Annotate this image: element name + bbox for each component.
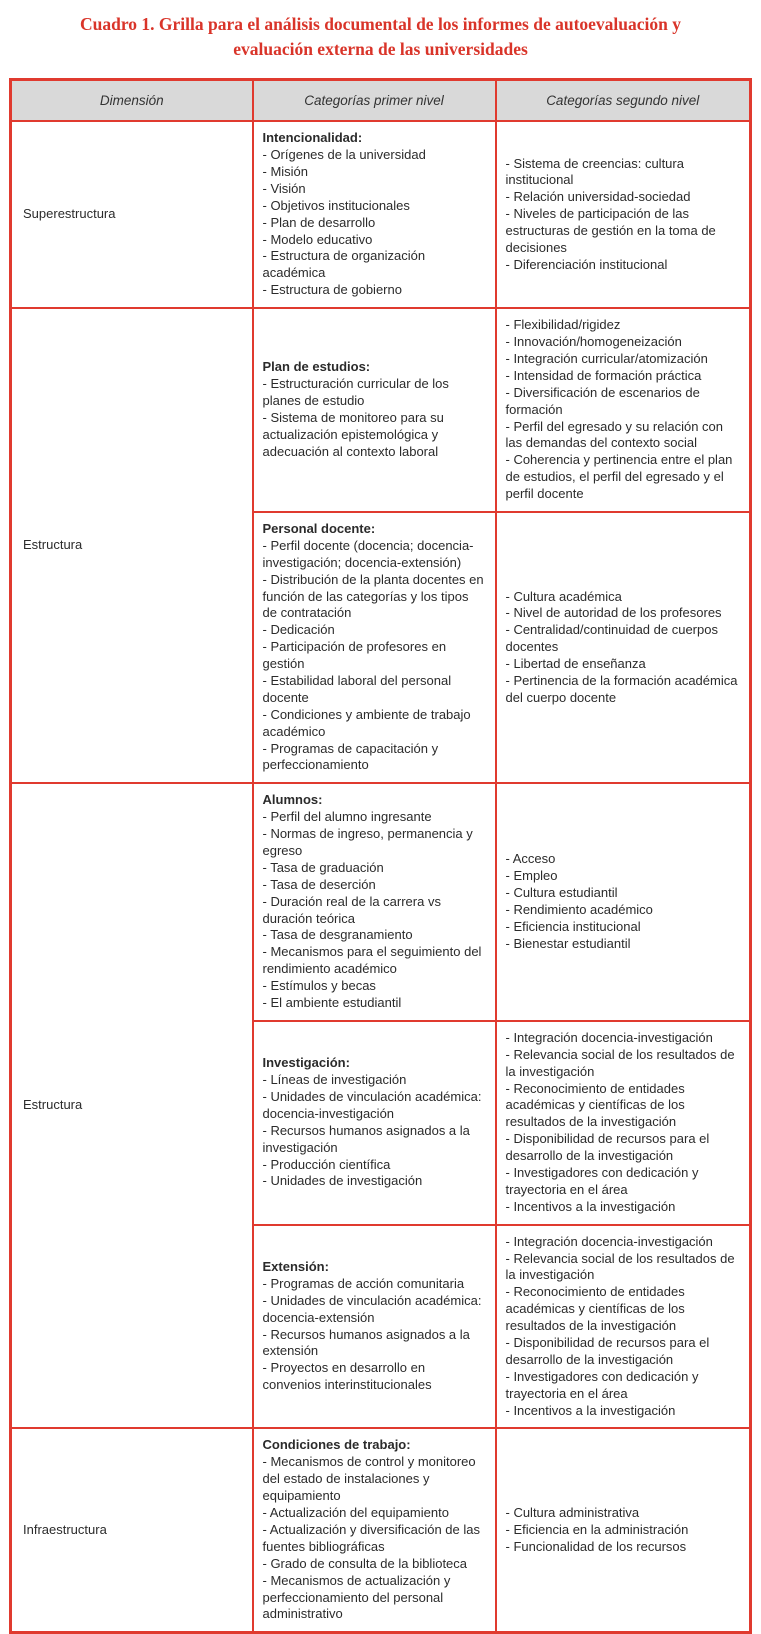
list-item: - Sistema de creencias: cultura institucional (505, 155, 684, 188)
list-item: - Flexibilidad/rigidez (505, 317, 621, 333)
first-level-cell (253, 1021, 496, 1225)
list-item: - Estructura de organización académica (262, 248, 426, 281)
analysis-grid-table (9, 78, 752, 1634)
list-item: - Relevancia social de los resultados de la investigación (505, 1046, 735, 1079)
list-item: - Normas de ingreso, permanencia y egreso (262, 826, 473, 858)
list-item: - Estímulos y becas (262, 978, 376, 994)
second-level-items (506, 589, 742, 707)
list-item: - Tasa de deserción (262, 876, 376, 892)
dimension-cell: Estructura (11, 308, 253, 783)
list-item: - Niveles de participación de las estructuras de gestión en la toma de decisiones (505, 206, 716, 256)
first-level-items (263, 538, 487, 774)
list-item: - Duración real de la carrera vs duración teórica (262, 893, 441, 926)
table-header-row (11, 79, 751, 121)
first-level-title: Alumnos: (262, 792, 323, 808)
list-item: - Perfil del alumno ingresante (262, 809, 432, 825)
list-item: - Unidades de vinculación académica: docencia-extensión (262, 1292, 482, 1325)
list-item: - Recursos humanos asignados a la investigación (262, 1122, 470, 1155)
list-item: - Intensidad de formación práctica (505, 367, 702, 383)
first-level-cell (253, 1428, 496, 1632)
list-item: - Libertad de enseñanza (505, 656, 646, 672)
list-item: - Unidades de vinculación académica: docencia-investigación (262, 1089, 482, 1121)
list-item: - Integración docencia-investigación (505, 1029, 713, 1045)
dimension-cell: Estructura (11, 783, 253, 1428)
first-level-items (263, 1276, 487, 1394)
first-level-title: Intencionalidad: (262, 130, 363, 146)
second-level-items (506, 156, 742, 274)
list-item: - Objetivos institucionales (262, 197, 410, 213)
column-header-second-level: Categorías segundo nivel (496, 79, 751, 121)
list-item: - Disponibilidad de recursos para el desarrollo de la investigación (505, 1131, 710, 1164)
list-item: - Perfil del egresado y su relación con las demandas del contexto social (505, 418, 724, 451)
list-item: - Nivel de autoridad de los profesores (505, 605, 722, 621)
second-level-items (506, 1505, 742, 1556)
document-page (0, 12, 761, 1634)
list-item: - Proyectos en desarrollo en convenios interinstitucionales (262, 1360, 432, 1393)
list-item: - Mecanismos de actualización y perfeccionamiento del personal administrativo (262, 1572, 451, 1622)
list-item: - Integración docencia-investigación (505, 1233, 713, 1249)
list-item: - Estabilidad laboral del personal docente (262, 672, 452, 705)
list-item: - Investigadores con dedicación y trayectoria en el área (505, 1165, 699, 1197)
list-item: - Estructura de gobierno (262, 282, 402, 298)
first-level-items (263, 147, 487, 299)
list-item: - Tasa de desgranamiento (262, 927, 413, 943)
dimension-cell: Superestructura (11, 121, 253, 308)
first-level-cell (253, 783, 496, 1021)
second-level-items (506, 851, 742, 952)
list-item: - Incentivos a la investigación (505, 1402, 676, 1418)
list-item: - Empleo (505, 868, 558, 884)
list-item: - Reconocimiento de entidades académicas y científicas de los resultados de la investigación (505, 1080, 685, 1130)
list-item: - Centralidad/continuidad de cuerpos docentes (505, 622, 718, 655)
list-item: - Disponibilidad de recursos para el desarrollo de la investigación (505, 1335, 710, 1367)
list-item: - Coherencia y pertinencia entre el plan de estudios, el perfil del egresado y el perfil docente (505, 452, 733, 502)
list-item: - Innovación/homogeneización (505, 334, 682, 350)
table-row (11, 783, 751, 1021)
list-item: - Relación universidad-sociedad (505, 189, 691, 205)
first-level-title: Personal docente: (262, 520, 376, 536)
list-item: - Investigadores con dedicación y trayectoria en el área (505, 1368, 699, 1401)
list-item: - Unidades de investigación (262, 1173, 423, 1189)
list-item: - Recursos humanos asignados a la extensión (262, 1326, 470, 1359)
table-row (11, 121, 751, 308)
list-item: - Perfil docente (docencia; docencia-investigación; docencia-extensión) (262, 537, 474, 570)
second-level-cell (496, 1225, 751, 1429)
list-item: - Distribución de la planta docentes en función de las categorías y los tipos de contratación (262, 571, 484, 621)
dimension-cell: Infraestructura (11, 1428, 253, 1632)
first-level-cell (253, 121, 496, 308)
list-item: - Mecanismos de control y monitoreo del estado de instalaciones y equipamiento (262, 1454, 476, 1504)
list-item: - Tasa de graduación (262, 859, 384, 875)
list-item: - Bienestar estudiantil (505, 935, 631, 951)
list-item: - Participación de profesores en gestión (262, 639, 447, 672)
list-item: - Modelo educativo (262, 231, 373, 247)
list-item: - Cultura académica (505, 588, 622, 604)
second-level-cell (496, 121, 751, 308)
list-item: - Mecanismos para el seguimiento del rendimiento académico (262, 944, 482, 977)
list-item: - Integración curricular/atomización (505, 350, 708, 366)
list-item: - Reconocimiento de entidades académicas y científicas de los resultados de la investigación (505, 1284, 685, 1334)
second-level-items (506, 1234, 742, 1420)
second-level-items (506, 317, 742, 503)
list-item: - Rendimiento académico (505, 902, 653, 918)
second-level-cell (496, 512, 751, 783)
list-item: - Estructuración curricular de los planes de estudio (262, 376, 449, 409)
second-level-items (506, 1030, 742, 1216)
list-item: - Orígenes de la universidad (262, 147, 426, 163)
list-item: - Pertinencia de la formación académica del cuerpo docente (505, 672, 738, 705)
first-level-title: Condiciones de trabajo: (262, 1437, 411, 1453)
second-level-cell (496, 1428, 751, 1632)
list-item: - Eficiencia en la administración (505, 1521, 689, 1537)
list-item: - Producción científica (262, 1156, 391, 1172)
list-item: - Misión (262, 164, 309, 180)
column-header-dimension: Dimensión (11, 79, 253, 121)
list-item: - Plan de desarrollo (262, 214, 376, 230)
list-item: - Dedicación (262, 622, 335, 638)
list-item: - Líneas de investigación (262, 1072, 407, 1088)
column-header-first-level: Categorías primer nivel (253, 79, 496, 121)
first-level-title: Investigación: (262, 1055, 350, 1071)
first-level-items (263, 1072, 487, 1190)
list-item: - Programas de capacitación y perfeccionamiento (262, 740, 439, 773)
first-level-title: Extensión: (262, 1259, 329, 1275)
list-item: - El ambiente estudiantil (262, 995, 402, 1010)
list-item: - Acceso (505, 851, 556, 867)
list-item: - Funcionalidad de los recursos (505, 1538, 687, 1554)
first-level-cell (253, 308, 496, 512)
page-title: Cuadro 1. Grilla para el análisis documental de los informes de autoevaluación y evaluación externa de las universidades (79, 14, 681, 60)
list-item: - Cultura administrativa (505, 1505, 640, 1521)
list-item: - Relevancia social de los resultados de la investigación (505, 1250, 735, 1283)
second-level-cell (496, 308, 751, 512)
list-item: - Grado de consulta de la biblioteca (262, 1555, 468, 1571)
table-row (11, 1428, 751, 1632)
first-level-cell (253, 1225, 496, 1429)
list-item: - Cultura estudiantil (505, 885, 618, 901)
first-level-items (263, 376, 487, 460)
list-item: - Incentivos a la investigación (505, 1198, 676, 1214)
list-item: - Actualización y diversificación de las fuentes bibliográficas (262, 1521, 480, 1554)
first-level-cell (253, 512, 496, 783)
list-item: - Condiciones y ambiente de trabajo académico (262, 706, 471, 739)
list-item: - Diferenciación institucional (505, 256, 668, 272)
table-row (11, 308, 751, 512)
first-level-title: Plan de estudios: (262, 359, 371, 375)
list-item: - Visión (262, 180, 306, 196)
first-level-items (263, 809, 487, 1012)
list-item: - Actualización del equipamiento (262, 1505, 449, 1521)
list-item: - Eficiencia institucional (505, 918, 641, 934)
second-level-cell (496, 783, 751, 1021)
list-item: - Sistema de monitoreo para su actualización epistemológica y adecuación al contexto laboral (262, 410, 444, 459)
list-item: - Diversificación de escenarios de formación (505, 384, 700, 417)
first-level-items (263, 1454, 487, 1623)
second-level-cell (496, 1021, 751, 1225)
list-item: - Programas de acción comunitaria (262, 1275, 465, 1291)
